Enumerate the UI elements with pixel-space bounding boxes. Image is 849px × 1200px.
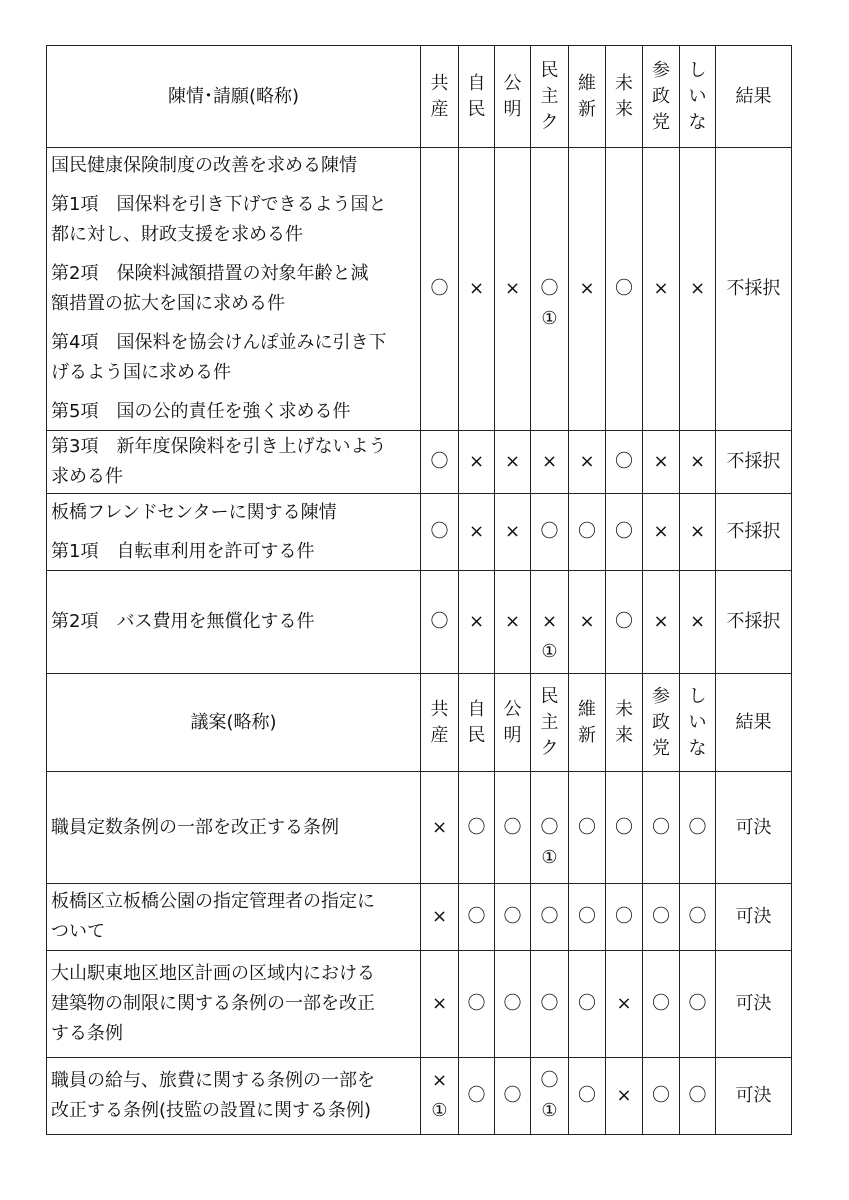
party-header-5 (606, 46, 643, 148)
vote-mark: 〇 (540, 278, 559, 299)
item-line: 額措置の拡大を国に求める件 (51, 293, 285, 314)
vote-cell (495, 494, 531, 571)
party-header-char: 共 (430, 698, 449, 720)
bills-item-label (47, 1058, 421, 1135)
item-line: 第1項 国保料を引き下げできるよう国と (51, 194, 387, 215)
party-header-char: い (688, 711, 707, 733)
party-header-6 (643, 674, 680, 772)
vote-results-table (46, 45, 792, 1135)
party-header-char: 未 (615, 72, 633, 94)
vote-mark: × (579, 611, 595, 632)
vote-cell (569, 884, 606, 951)
vote-note: ① (541, 308, 558, 329)
vote-mark: 〇 (688, 1085, 707, 1106)
petitions-row (47, 431, 792, 494)
vote-cell (459, 148, 495, 431)
vote-cell (569, 494, 606, 571)
item-line: 第2項 バス費用を無償化する件 (51, 611, 315, 632)
vote-cell (495, 431, 531, 494)
vote-mark: × (431, 993, 448, 1014)
party-header-char: 来 (615, 98, 633, 120)
vote-mark: × (431, 1070, 448, 1091)
vote-cell (643, 494, 680, 571)
party-header-char: 主 (540, 85, 559, 107)
vote-cell (606, 494, 643, 571)
vote-mark: × (579, 278, 595, 299)
petitions-row (47, 148, 792, 431)
bills-item-label (47, 772, 421, 884)
bills-item-label (47, 884, 421, 951)
vote-mark: 〇 (688, 816, 707, 838)
result-cell: 可決 (716, 1058, 792, 1135)
vote-cell (680, 1058, 716, 1135)
vote-cell (643, 772, 680, 884)
vote-cell (643, 951, 680, 1058)
party-header-char: 明 (503, 724, 522, 746)
vote-mark: 〇 (540, 1070, 559, 1091)
bills-row (47, 951, 792, 1058)
vote-cell (643, 431, 680, 494)
vote-note: ① (541, 1100, 558, 1121)
vote-cell (606, 772, 643, 884)
vote-mark: 〇 (615, 521, 633, 542)
vote-mark: 〇 (430, 611, 449, 632)
vote-cell (606, 148, 643, 431)
vote-mark: 〇 (652, 993, 670, 1014)
vote-mark: × (689, 451, 706, 472)
vote-cell (459, 951, 495, 1058)
bills-row (47, 772, 792, 884)
vote-cell (643, 571, 680, 674)
item-line: 職員の給与、旅費に関する条例の一部を (51, 1070, 375, 1091)
bills-header-label: 議案(略称) (47, 674, 421, 772)
party-header-char: 未 (615, 698, 633, 720)
petitions-row (47, 571, 792, 674)
vote-cell (531, 1058, 569, 1135)
party-header-char: な (688, 111, 707, 133)
party-header-char: 新 (578, 98, 596, 120)
result-cell: 不採択 (716, 494, 792, 571)
vote-cell (459, 1058, 495, 1135)
party-header-char: 維 (578, 72, 596, 94)
vote-cell (495, 571, 531, 674)
party-header-char: 公 (503, 698, 522, 720)
vote-cell (569, 431, 606, 494)
vote-cell (421, 148, 459, 431)
vote-cell (680, 494, 716, 571)
vote-cell (606, 571, 643, 674)
vote-mark: 〇 (578, 521, 596, 542)
item-line: 板橋区立板橋公園の指定管理者の指定に (51, 891, 375, 912)
vote-mark: × (504, 521, 521, 542)
party-header-char: 自 (467, 72, 486, 94)
result-cell: 可決 (716, 772, 792, 884)
party-header-char: 産 (430, 724, 449, 746)
vote-cell (531, 494, 569, 571)
vote-mark: × (468, 611, 485, 632)
party-header-2 (495, 46, 531, 148)
vote-mark: × (689, 278, 706, 299)
party-header-char: 新 (578, 724, 596, 746)
item-line: 第5項 国の公的責任を強く求める件 (51, 401, 351, 422)
vote-mark: 〇 (503, 993, 522, 1014)
vote-mark: × (579, 451, 595, 472)
result-cell: 不採択 (716, 431, 792, 494)
result-cell: 可決 (716, 884, 792, 951)
item-line: 国民健康保険制度の改善を求める陳情 (51, 155, 357, 176)
petitions-header-row (47, 46, 792, 148)
party-header-char: い (688, 85, 707, 107)
petitions-result-header: 結果 (716, 46, 792, 148)
vote-mark: 〇 (467, 906, 486, 927)
vote-mark: × (504, 451, 521, 472)
vote-cell (606, 1058, 643, 1135)
bills-result-header: 結果 (716, 674, 792, 772)
vote-note: ① (431, 1100, 448, 1121)
party-header-char: し (688, 685, 707, 707)
vote-mark: 〇 (503, 1085, 522, 1106)
vote-mark: 〇 (688, 906, 707, 927)
vote-cell (680, 431, 716, 494)
party-header-char: 共 (430, 72, 449, 94)
vote-mark: 〇 (652, 906, 670, 927)
vote-cell (459, 772, 495, 884)
vote-cell (459, 431, 495, 494)
party-header-0 (421, 674, 459, 772)
vote-cell (495, 951, 531, 1058)
petitions-item-label (47, 431, 421, 494)
bills-row (47, 1058, 792, 1135)
vote-cell (606, 951, 643, 1058)
vote-cell (531, 148, 569, 431)
vote-cell (606, 884, 643, 951)
vote-mark: 〇 (615, 906, 633, 927)
vote-mark: 〇 (467, 816, 486, 838)
vote-mark: 〇 (615, 611, 633, 632)
vote-cell (421, 772, 459, 884)
item-line: 建築物の制限に関する条例の一部を改正 (51, 993, 375, 1014)
vote-cell (680, 884, 716, 951)
party-header-char: 自 (467, 698, 486, 720)
party-header-char: 明 (503, 98, 522, 120)
party-header-char: 産 (430, 98, 449, 120)
vote-cell (531, 884, 569, 951)
vote-cell (421, 431, 459, 494)
petitions-item-label (47, 571, 421, 674)
vote-mark: 〇 (688, 993, 707, 1014)
party-header-char: 主 (540, 711, 559, 733)
party-header-3 (531, 674, 569, 772)
item-line: 第3項 新年度保険料を引き上げないよう (51, 436, 387, 457)
party-header-char: 政 (652, 711, 670, 733)
item-line: げるよう国に求める件 (51, 362, 231, 383)
vote-mark: × (468, 451, 485, 472)
bills-header-row (47, 674, 792, 772)
petitions-item-label (47, 148, 421, 431)
party-header-char: 参 (652, 59, 670, 81)
item-line: 第4項 国保料を協会けんぽ並みに引き下 (51, 332, 387, 353)
vote-cell (569, 951, 606, 1058)
vote-mark: 〇 (467, 993, 486, 1014)
vote-cell (569, 1058, 606, 1135)
vote-mark: × (653, 278, 669, 299)
party-header-char: し (688, 59, 707, 81)
bills-item-label (47, 951, 421, 1058)
party-header-char: ク (540, 737, 559, 759)
vote-note: ① (541, 846, 558, 868)
item-line: する条例 (51, 1023, 123, 1044)
party-header-char: 党 (652, 737, 670, 759)
party-header-0 (421, 46, 459, 148)
vote-mark: 〇 (615, 278, 633, 299)
vote-cell (459, 571, 495, 674)
party-header-char: 民 (540, 59, 559, 81)
vote-cell (569, 148, 606, 431)
item-line: 第2項 保険料減額措置の対象年齢と減 (51, 263, 369, 284)
party-header-char: 来 (615, 724, 633, 746)
petitions-row (47, 494, 792, 571)
vote-mark: 〇 (430, 278, 449, 299)
party-header-6 (643, 46, 680, 148)
vote-mark: × (468, 278, 485, 299)
vote-cell (680, 148, 716, 431)
vote-cell (421, 494, 459, 571)
party-header-char: な (688, 737, 707, 759)
vote-mark: 〇 (615, 451, 633, 472)
vote-mark: 〇 (652, 816, 670, 838)
vote-mark: 〇 (578, 1085, 596, 1106)
party-header-7 (680, 674, 716, 772)
vote-cell (495, 1058, 531, 1135)
vote-cell (643, 1058, 680, 1135)
item-line: 改正する条例(技監の設置に関する条例) (51, 1100, 372, 1121)
result-cell: 不採択 (716, 148, 792, 431)
party-header-char: ク (540, 111, 559, 133)
bills-row (47, 884, 792, 951)
party-header-char: 政 (652, 85, 670, 107)
party-header-char: 公 (503, 72, 522, 94)
vote-cell (459, 494, 495, 571)
vote-mark: 〇 (540, 816, 559, 838)
vote-cell (531, 571, 569, 674)
vote-mark: 〇 (615, 816, 633, 838)
party-header-4 (569, 46, 606, 148)
vote-cell (531, 772, 569, 884)
vote-cell (680, 951, 716, 1058)
vote-mark: × (468, 521, 485, 542)
vote-cell (531, 431, 569, 494)
vote-cell (421, 884, 459, 951)
vote-cell (680, 571, 716, 674)
vote-cell (680, 772, 716, 884)
party-header-char: 維 (578, 698, 596, 720)
vote-mark: × (653, 611, 669, 632)
item-line: 第1項 自転車利用を許可する件 (51, 540, 315, 562)
vote-mark: 〇 (503, 906, 522, 927)
party-header-char: 民 (467, 724, 486, 746)
party-header-char: 党 (652, 111, 670, 133)
item-line: ついて (51, 921, 105, 942)
petitions-header-label: 陳情･請願(略称) (47, 46, 421, 148)
vote-mark: 〇 (578, 906, 596, 927)
vote-cell (495, 772, 531, 884)
petitions-item-label (47, 494, 421, 571)
vote-mark: 〇 (540, 993, 559, 1014)
vote-cell (421, 1058, 459, 1135)
vote-cell (643, 148, 680, 431)
vote-cell (421, 951, 459, 1058)
vote-mark: × (504, 278, 521, 299)
vote-mark: 〇 (540, 906, 559, 927)
vote-mark: 〇 (578, 816, 596, 838)
vote-cell (606, 431, 643, 494)
item-line: 大山駅東地区地区計画の区域内における (51, 963, 375, 984)
result-cell: 不採択 (716, 571, 792, 674)
party-header-char: 民 (467, 98, 486, 120)
result-cell: 可決 (716, 951, 792, 1058)
vote-cell (531, 951, 569, 1058)
party-header-4 (569, 674, 606, 772)
vote-mark: 〇 (430, 521, 449, 542)
vote-mark: 〇 (540, 521, 559, 542)
vote-cell (495, 884, 531, 951)
vote-cell (643, 884, 680, 951)
party-header-5 (606, 674, 643, 772)
vote-mark: × (616, 993, 632, 1014)
item-line: 板橋フレンドセンターに関する陳情 (51, 501, 337, 523)
party-header-7 (680, 46, 716, 148)
vote-mark: × (653, 451, 669, 472)
party-header-2 (495, 674, 531, 772)
item-line: 職員定数条例の一部を改正する条例 (51, 816, 339, 838)
vote-cell (421, 571, 459, 674)
vote-mark: 〇 (578, 993, 596, 1014)
party-header-char: 民 (540, 685, 559, 707)
vote-mark: × (616, 1085, 632, 1106)
party-header-1 (459, 46, 495, 148)
party-header-char: 参 (652, 685, 670, 707)
vote-mark: × (431, 906, 448, 927)
vote-cell (495, 148, 531, 431)
item-line: 求める件 (51, 466, 123, 487)
vote-mark: 〇 (467, 1085, 486, 1106)
vote-mark: × (541, 451, 558, 472)
vote-mark: × (689, 521, 706, 542)
item-line: 都に対し、財政支援を求める件 (51, 224, 303, 245)
vote-cell (569, 571, 606, 674)
vote-mark: × (689, 611, 706, 632)
vote-mark: × (431, 816, 448, 838)
vote-cell (459, 884, 495, 951)
vote-mark: × (541, 611, 558, 632)
vote-mark: × (653, 521, 669, 542)
vote-mark: 〇 (652, 1085, 670, 1106)
vote-mark: 〇 (503, 816, 522, 838)
vote-mark: 〇 (430, 451, 449, 472)
vote-note: ① (541, 641, 558, 662)
vote-cell (569, 772, 606, 884)
vote-mark: × (504, 611, 521, 632)
party-header-3 (531, 46, 569, 148)
party-header-1 (459, 674, 495, 772)
